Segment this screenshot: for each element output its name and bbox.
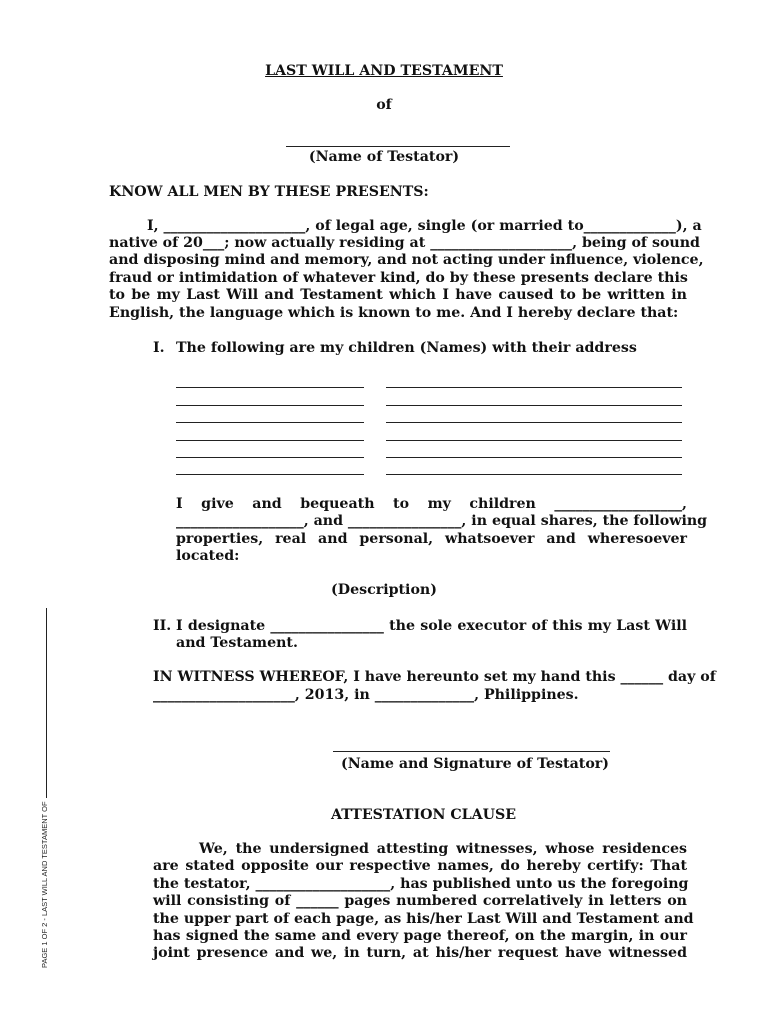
bequeath-line: properties, real and personal, whatsoever and wheresoever: [176, 531, 687, 547]
bequeath-line: __________________, and ________________, in equal shares, the following: [176, 513, 708, 529]
side-label-blank: [46, 608, 47, 798]
description-label: (Description): [331, 582, 437, 598]
child-address-blank: [386, 422, 682, 423]
item2-number: II.: [153, 618, 172, 634]
opening-line: KNOW ALL MEN BY THESE PRESENTS:: [109, 184, 429, 200]
child-address-blank: [386, 405, 682, 406]
bequeath-line: I give and bequeath to my children __________________,: [176, 496, 687, 512]
testator-label: (Name of Testator): [308, 149, 460, 165]
attestation-line: joint presence and we, in turn, at his/her request have witnessed: [153, 945, 687, 961]
child-address-blank: [386, 440, 682, 441]
attestation-line: the upper part of each page, as his/her Last Will and Testament and: [153, 911, 694, 927]
child-name-blank: [176, 387, 364, 388]
testator-name-blank: [286, 146, 510, 147]
item1-number: I.: [153, 340, 165, 356]
child-address-blank: [386, 457, 682, 458]
para1-line: native of 20___; now actually residing at ____________________, being of sound: [109, 235, 700, 251]
attestation-line: We, the undersigned attesting witnesses, whose residences: [199, 841, 687, 857]
attestation-line: has signed the same and every page thereof, on the margin, in our: [153, 928, 687, 944]
child-name-blank: [176, 440, 364, 441]
item2-line: and Testament.: [176, 635, 298, 651]
page-side-label: [40, 608, 49, 968]
para1-line: English, the language which is known to me. And I hereby declare that:: [109, 305, 679, 321]
child-name-blank: [176, 422, 364, 423]
para1-line: and disposing mind and memory, and not acting under influence, violence,: [109, 252, 704, 268]
side-label-text: PAGE 1 OF 2 - LAST WILL AND TESTAMENT OF: [40, 801, 49, 968]
signature-blank: [333, 751, 610, 752]
title-of: of: [376, 97, 392, 113]
document-title: LAST WILL AND TESTAMENT: [265, 63, 503, 79]
para1-line: fraud or intimidation of whatever kind, do by these presents declare this: [109, 270, 688, 286]
child-name-blank: [176, 457, 364, 458]
attestation-line: the testator, ___________________, has published unto us the foregoing: [153, 876, 689, 892]
child-name-blank: [176, 474, 364, 475]
child-name-blank: [176, 405, 364, 406]
item1-text: The following are my children (Names) with their address: [176, 340, 637, 356]
witness-line: ____________________, 2013, in ______________, Philippines.: [153, 687, 579, 703]
child-address-blank: [386, 387, 682, 388]
para1-line: to be my Last Will and Testament which I have caused to be written in: [109, 287, 687, 303]
bequeath-line: located:: [176, 548, 240, 564]
signature-label: (Name and Signature of Testator): [341, 756, 609, 772]
witness-line: IN WITNESS WHEREOF, I have hereunto set my hand this ______ day of: [153, 669, 716, 685]
attestation-line: will consisting of ______ pages numbered correlatively in letters on: [153, 893, 687, 909]
item2-line: I designate ________________ the sole executor of this my Last Will: [176, 618, 687, 634]
attestation-line: are stated opposite our respective names, do hereby certify: That: [153, 858, 687, 874]
attestation-title: ATTESTATION CLAUSE: [331, 807, 517, 823]
child-address-blank: [386, 474, 682, 475]
para1-line: I, ____________________, of legal age, single (or married to_____________), a: [147, 218, 702, 234]
